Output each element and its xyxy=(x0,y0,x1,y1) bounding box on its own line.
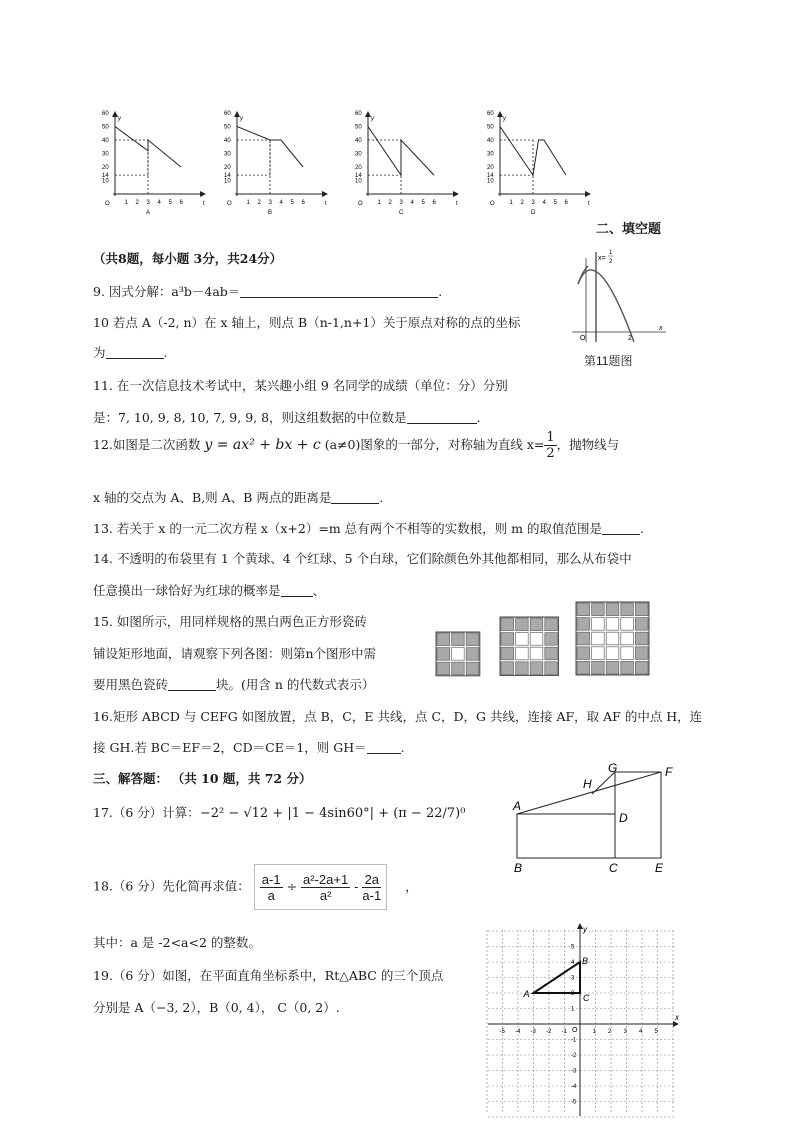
q9 xyxy=(93,282,442,300)
fig19-xtick: -5 xyxy=(499,1029,505,1035)
graph-xtick: 4 xyxy=(410,200,414,206)
q12-half xyxy=(544,430,556,461)
graph-ytick: 10 xyxy=(224,178,231,185)
q10-line1: 10 若点 A（-2, n）在 x 轴上，则点 B（n-1,n+1）关于原点对称的点的坐标 xyxy=(93,315,521,330)
q12-line1 xyxy=(93,428,619,462)
fig19-xtick: 1 xyxy=(592,1029,596,1035)
fig11-x-label: x xyxy=(659,325,663,332)
graph-xtick: 6 xyxy=(301,200,305,206)
graph-xtick: 5 xyxy=(421,200,425,206)
q11-line1: 11. 在一次信息技术考试中，某兴趣小组 9 名同学的成绩（单位：分）分别 xyxy=(93,378,508,393)
graph-xtick: 3 xyxy=(531,200,535,206)
q16-text: 接 GH.若 BC＝EF＝2，CD＝CE＝1，则 GH＝ xyxy=(93,740,367,755)
graph-xtick: 3 xyxy=(146,200,150,206)
graph-ytick: 40 xyxy=(355,138,362,144)
section-3-title: 三、解答题： xyxy=(93,771,169,786)
graph-xtick: 6 xyxy=(432,200,436,206)
graph-y-label: y xyxy=(118,116,121,122)
fig19-ytick: 2 xyxy=(571,991,575,997)
graph-B xyxy=(224,111,327,216)
fig19-xtick: 4 xyxy=(639,1029,643,1035)
graph-ytick: 50 xyxy=(487,124,494,131)
graph-C xyxy=(355,111,458,216)
fig19-xtick: -4 xyxy=(515,1029,521,1035)
graph-xtick: 1 xyxy=(509,200,513,206)
q18-f1-num: a-1 xyxy=(261,872,281,887)
q14-tail: 、 xyxy=(312,583,326,598)
graph-origin: O xyxy=(358,201,363,207)
fig19-xtick: 2 xyxy=(608,1029,612,1035)
four-graphs xyxy=(95,108,590,228)
graph-xtick: 2 xyxy=(257,200,261,206)
fig11-x-eq: x= xyxy=(598,255,606,262)
graph-ytick: 40 xyxy=(487,138,494,144)
graph-xtick: 2 xyxy=(135,200,139,206)
q18 xyxy=(93,864,418,910)
graph-origin: O xyxy=(490,201,495,207)
graph-origin: O xyxy=(105,201,110,207)
fig19-label-b: B xyxy=(582,956,589,966)
q18-f2-den: a² xyxy=(319,888,332,903)
fig16-label-g: G xyxy=(608,761,618,775)
q16-line2 xyxy=(93,738,405,756)
q11-line2 xyxy=(93,408,481,426)
graph-ytick: 60 xyxy=(224,111,231,117)
graph-ytick: 14 xyxy=(487,173,494,180)
fig11-origin: O xyxy=(580,335,586,342)
graph-xtick: 5 xyxy=(553,200,557,206)
fig16-label-e: E xyxy=(655,861,664,875)
graph-xtick: 1 xyxy=(124,200,128,206)
graph-x-label: t xyxy=(203,201,205,207)
graph-xtick: 2 xyxy=(388,200,392,206)
fig16-label-b: B xyxy=(514,861,523,875)
fig19-xtick: 5 xyxy=(654,1029,658,1035)
fig11-half-num: 1 xyxy=(609,250,613,256)
q18-prefix: 18.（6 分）先化简再求值： xyxy=(93,878,250,894)
fig16-label-d: D xyxy=(619,811,628,825)
graph-ytick: 60 xyxy=(355,111,362,117)
q15-tile-figures xyxy=(436,602,662,680)
graph-ytick: 50 xyxy=(355,124,362,131)
q12-half-den: 2 xyxy=(546,446,555,461)
q12-part2: (a≠0)图象的一部分，对称轴为直线 x= xyxy=(324,437,545,452)
q10-line2 xyxy=(93,343,168,361)
fig19-y-label: y xyxy=(583,925,587,934)
fig19-xtick: 3 xyxy=(623,1029,627,1035)
graph-ytick: 60 xyxy=(102,111,109,117)
q19-line1: 19.（6 分）如图，在平面直角坐标系中，Rt△ABC 的三个顶点 xyxy=(93,968,444,983)
q16-tail: . xyxy=(400,740,405,755)
q15-line1: 15. 如图所示，用同样规格的黑白两色正方形瓷砖 xyxy=(93,614,367,629)
fig19-coordinate-grid xyxy=(486,922,686,1118)
fig19-x-label: x xyxy=(675,1013,679,1022)
q12-half-num: 1 xyxy=(546,430,555,445)
q18-f2-num: a²-2a+1 xyxy=(303,872,349,887)
q15-line3 xyxy=(93,675,374,693)
graph-caption: D xyxy=(531,210,536,216)
graph-ytick: 20 xyxy=(102,165,109,171)
q17-expression: −2² − √12 + |1 − 4sin60°| + (π − 22/7)⁰ xyxy=(199,806,466,821)
q12-formula: y = ax² + bx + c xyxy=(204,437,321,453)
graph-xtick: 1 xyxy=(377,200,381,206)
q15-text-a: 要用黑色瓷砖 xyxy=(93,677,169,692)
fig19-ytick: -1 xyxy=(571,1037,577,1044)
graph-y-label: y xyxy=(371,116,374,122)
q18-formula-box xyxy=(254,864,387,910)
q18-frac1 xyxy=(260,872,283,903)
graph-ytick: 30 xyxy=(487,151,494,158)
q10-tail: . xyxy=(163,345,168,360)
graph-ytick: 14 xyxy=(102,173,109,180)
graph-xtick: 1 xyxy=(246,200,250,206)
graph-ytick: 30 xyxy=(224,151,231,158)
graph-x-label: t xyxy=(588,201,590,207)
fig16-label-h: H xyxy=(583,777,592,791)
section-3-heading xyxy=(93,769,311,787)
fig16-rectangles xyxy=(510,760,682,878)
fig19-ytick: 4 xyxy=(571,960,575,966)
fig11-tick-2: 2 xyxy=(628,335,632,342)
q9-text: 9. 因式分解：a³b－4ab＝ xyxy=(93,284,241,299)
q11-tail: . xyxy=(476,410,481,425)
tile-figure-1 xyxy=(436,632,480,676)
fig19-ytick: -3 xyxy=(571,1068,577,1075)
q18-div: ÷ xyxy=(286,879,298,894)
graph-caption: A xyxy=(146,210,151,216)
graph-y-label: y xyxy=(240,116,243,122)
tile-figure-2 xyxy=(500,617,558,675)
graph-ytick: 50 xyxy=(224,124,231,131)
graph-xtick: 5 xyxy=(290,200,294,206)
fig19-xtick: -3 xyxy=(530,1029,536,1035)
graph-ytick: 14 xyxy=(224,173,231,180)
fig19-ytick: -2 xyxy=(571,1053,577,1059)
fig16-label-a: A xyxy=(513,799,522,813)
graph-xtick: 4 xyxy=(542,200,546,206)
q13-tail: . xyxy=(639,521,644,536)
graph-y-label: y xyxy=(503,116,506,122)
q18-minus: - xyxy=(354,879,359,894)
fig19-ytick: 3 xyxy=(571,975,575,982)
q17 xyxy=(93,803,465,821)
graph-origin: O xyxy=(227,201,232,207)
fig16-label-c: C xyxy=(609,861,618,875)
fig19-xtick: -2 xyxy=(546,1029,552,1035)
graph-ytick: 60 xyxy=(487,111,494,117)
graph-ytick: 20 xyxy=(224,165,231,171)
graph-caption: B xyxy=(268,210,273,216)
q18-f1-den: a xyxy=(267,888,275,903)
graph-line xyxy=(500,127,566,176)
q18-line2: 其中：a 是 -2<a<2 的整数。 xyxy=(93,935,261,950)
graph-ytick: 10 xyxy=(487,178,494,185)
q12-part3: ，抛物线与 xyxy=(556,437,620,452)
graph-xtick: 6 xyxy=(179,200,183,206)
fig19-ytick: 1 xyxy=(571,1006,575,1013)
graph-ytick: 30 xyxy=(102,151,109,158)
q9-tail: . xyxy=(438,284,443,299)
q13 xyxy=(93,519,644,537)
q13-text: 13. 若关于 x 的一元二次方程 x（x+2）=m 总有两个不相等的实数根，则 m 的取值范围是 xyxy=(93,521,602,536)
graph-xtick: 4 xyxy=(157,200,161,206)
graph-ytick: 14 xyxy=(355,173,362,180)
fig19-origin: O xyxy=(572,1027,578,1034)
graph-ytick: 50 xyxy=(102,124,109,131)
graph-ytick: 10 xyxy=(102,178,109,185)
q11-text: 是：7, 10, 9, 8, 10, 7, 9, 9, 8，则这组数据的中位数是 xyxy=(93,410,407,425)
q15-text-b: 块。(用含 n 的代数式表示） xyxy=(216,677,375,692)
q18-frac3 xyxy=(362,872,381,903)
q12-line2 xyxy=(93,488,383,506)
q19-line2: 分别是 A（−3, 2），B（0, 4）， C（0, 2）. xyxy=(93,1000,340,1015)
section-3-subtitle: （共 10 题，共 72 分） xyxy=(178,771,312,786)
fig19-xtick: -1 xyxy=(561,1029,567,1035)
fig19-label-a: A xyxy=(523,989,530,999)
fig19-ytick: -5 xyxy=(571,1099,577,1106)
q12-text2: x 轴的交点为 A、B,则 A、B 两点的距离是 xyxy=(93,490,332,505)
fig19-ytick: 5 xyxy=(571,944,575,951)
graph-xtick: 4 xyxy=(279,200,283,206)
q10-wei: 为 xyxy=(93,345,106,360)
graph-xtick: 3 xyxy=(268,200,272,206)
q14-line1: 14. 不透明的布袋里有 1 个黄球、4 个红球、5 个白球，它们除颜色外其他都相同，那么从布袋中 xyxy=(93,551,632,566)
section-2-subtitle: （共8题，每小题 3分，共24分） xyxy=(93,251,283,266)
q12-part1: 12.如图是二次函数 xyxy=(93,437,201,452)
graph-xtick: 3 xyxy=(399,200,403,206)
graph-D xyxy=(487,111,590,216)
fig19-ytick: -4 xyxy=(571,1084,577,1090)
fig11-parabola xyxy=(570,244,670,344)
q18-tail: ， xyxy=(405,878,418,894)
graph-line xyxy=(368,127,434,176)
graph-x-label: t xyxy=(456,201,458,207)
graph-xtick: 2 xyxy=(520,200,524,206)
graph-xtick: 6 xyxy=(564,200,568,206)
graph-ytick: 40 xyxy=(102,138,109,144)
section-2-title: 二、填空题 xyxy=(596,222,662,237)
graph-xtick: 5 xyxy=(168,200,172,206)
graph-ytick: 40 xyxy=(224,138,231,144)
q14-line2 xyxy=(93,581,325,599)
q12-tail: . xyxy=(379,490,384,505)
q18-frac2 xyxy=(301,872,350,903)
fig11-half-den: 2 xyxy=(609,259,613,265)
q16-line1: 16.矩形 ABCD 与 CEFG 如图放置，点 B，C，E 共线，点 C，D，G 共线，连接 AF，取 AF 的中点 H，连 xyxy=(93,709,703,724)
graph-ytick: 20 xyxy=(355,165,362,171)
fig11-caption: 第11题图 xyxy=(584,354,633,368)
q18-f3-num: 2a xyxy=(362,872,381,888)
q17-prefix: 17.（6 分）计算： xyxy=(93,805,200,820)
graph-ytick: 10 xyxy=(355,178,362,185)
graph-x-label: t xyxy=(325,201,327,207)
graph-ytick: 20 xyxy=(487,165,494,171)
graph-ytick: 30 xyxy=(355,151,362,158)
q18-f3-den: a-1 xyxy=(362,888,382,903)
q15-line2: 铺设矩形地面，请观察下列各图：则第n个图形中需 xyxy=(93,646,377,661)
graph-A xyxy=(102,111,205,216)
fig16-label-f: F xyxy=(665,765,673,779)
graph-caption: C xyxy=(399,210,404,216)
tile-figure-3 xyxy=(576,602,649,675)
fig19-label-c: C xyxy=(583,993,590,1003)
q14-text: 任意摸出一球恰好为红球的概率是 xyxy=(93,583,281,598)
